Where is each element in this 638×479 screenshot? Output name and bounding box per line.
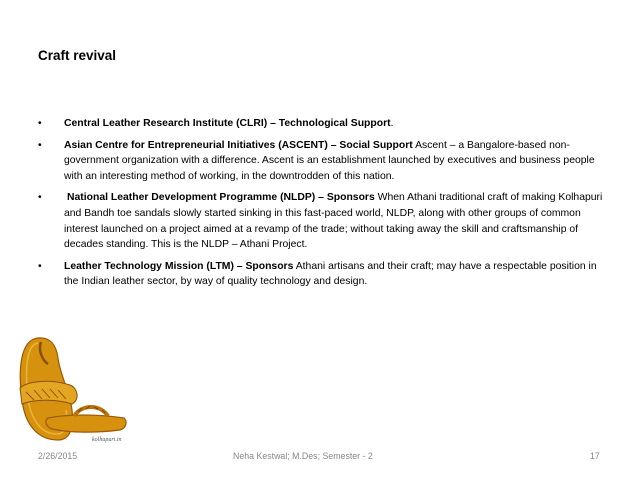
bullet-lead: Asian Centre for Entrepreneurial Initiatives (ASCENT) – Social Support bbox=[64, 139, 413, 151]
image-watermark: kolhapuri.in bbox=[92, 437, 122, 443]
bullet-marker: • bbox=[38, 139, 42, 151]
bullet-text: When Athani traditional craft of making Kolhapuri and Bandh toe sandals slowly started sinking in this fast-paced world, NLDP, along with other groups of common interest launched on a project aimed at a revamp of the trade; without taking away the skill and craftsmanship of decades standing. This is the NLDP – Athani Project. bbox=[64, 192, 603, 251]
bullet-item bbox=[38, 190, 608, 252]
footer-page-number: 17 bbox=[590, 451, 600, 461]
bullet-text: Athani artisans and their craft; may have a respectable position in the Indian leather sector, by way of quality technology and design. bbox=[64, 260, 597, 288]
bullet-item bbox=[38, 138, 608, 185]
bullet-marker: • bbox=[38, 260, 42, 272]
bullet-item bbox=[38, 259, 608, 290]
bullet-marker: • bbox=[38, 192, 42, 204]
bullet-text: . bbox=[390, 118, 394, 129]
sandal-side bbox=[46, 415, 126, 432]
sandal-strap bbox=[20, 381, 77, 404]
kolhapuri-sandal-image bbox=[8, 330, 132, 445]
bullet-list bbox=[38, 116, 608, 296]
bullet-lead: National Leather Development Programme (NLDP) – Sponsors bbox=[67, 192, 375, 204]
bullet-text: Ascent – a Bangalore-based non-government organization with a difference. Ascent is an establishment launched by executives and business people with an interesting method of working, in the downtrodden of this nation. bbox=[64, 139, 595, 182]
footer-date: 2/26/2015 bbox=[38, 451, 78, 461]
slide-title: Craft revival bbox=[38, 48, 117, 63]
bullet-lead: Leather Technology Mission (LTM) – Sponsors bbox=[64, 260, 294, 272]
footer-author: Neha Kestwal; M.Des; Semester - 2 bbox=[233, 451, 373, 461]
bullet-item bbox=[38, 116, 608, 132]
bullet-marker: • bbox=[38, 118, 42, 129]
bullet-lead: Central Leather Research Institute (CLRI) – Technological Support bbox=[64, 118, 391, 129]
